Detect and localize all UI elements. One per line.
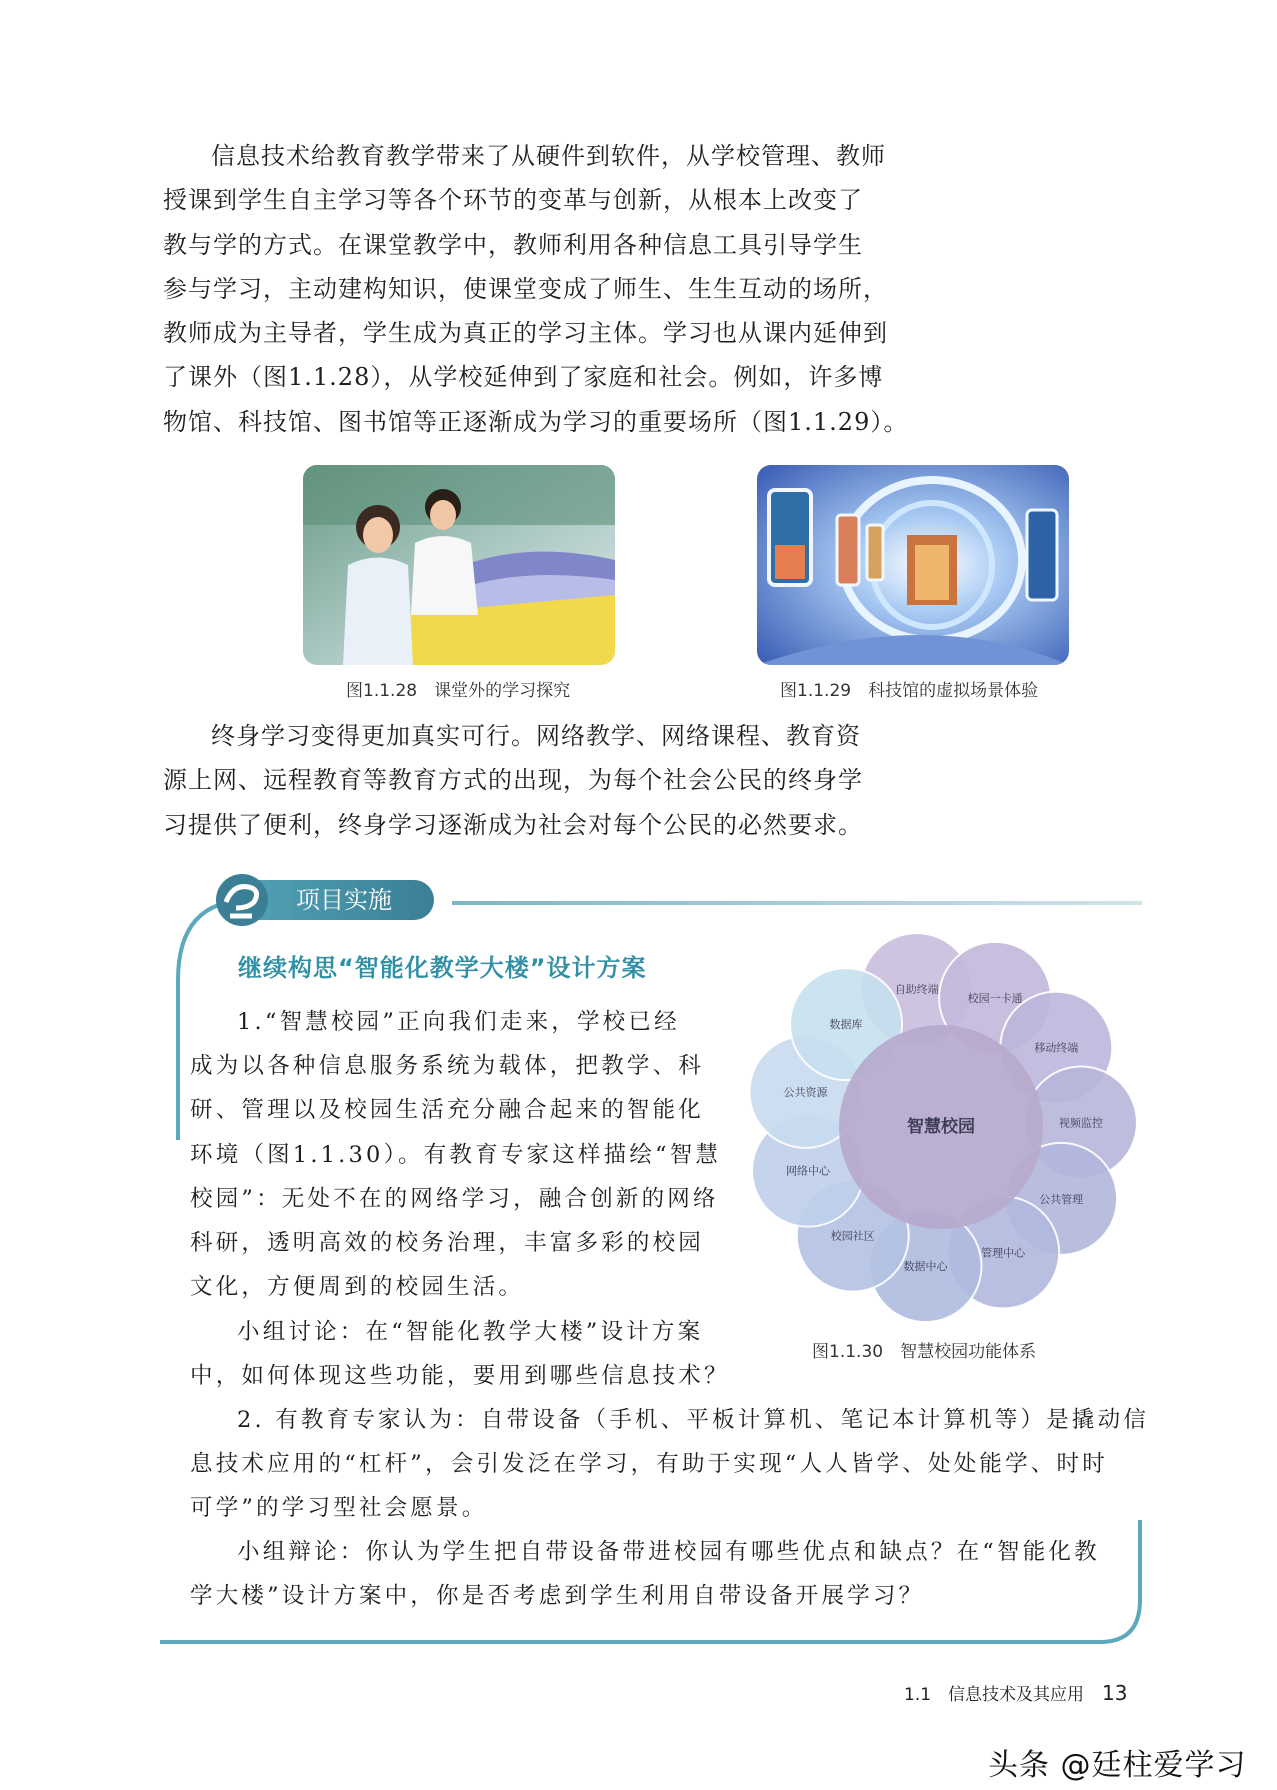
diagram-node-label: 网络中心 [785,1164,830,1178]
figure-caption: 图1.1.28 课堂外的学习探究 [346,681,571,701]
text-line: 终身学习变得更加真实可行。网络教学、网络课程、教育资 [211,722,861,750]
text-line: 校园”：无处不在的网络学习，融合创新的网络 [190,1185,719,1212]
section-label: 1.1 信息技术及其应用 [904,1685,1085,1705]
diagram-node-label: 自助终端 [894,983,939,997]
project-item-2 [190,1398,1149,1531]
text-line: 授课到学生自主学习等各个环节的变革与创新，从根本上改变了 [163,186,863,215]
text-line: 环境（图1.1.30）。有教育专家这样描绘“智慧 [190,1141,722,1168]
page-number: 13 [1102,1681,1128,1705]
text-line: 教与学的方式。在课堂教学中，教师利用各种信息工具引导学生 [163,230,863,259]
group-discussion [190,1310,730,1398]
text-line: 物馆、科技馆、图书馆等正逐渐成为学习的重要场所（图1.1.29）。 [163,407,909,436]
text-line: 可学”的学习型社会愿景。 [190,1495,488,1522]
group-debate [190,1530,1100,1618]
diagram-node-label: 校园一卡通 [967,991,1023,1005]
project-icon [212,872,272,928]
photo-outdoor-learning [303,465,615,665]
text-line: 习提供了便利，终身学习逐渐成为社会对每个公民的必然要求。 [163,810,863,839]
figure-caption: 图1.1.29 科技馆的虚拟场景体验 [780,681,1039,701]
text-line: 小组讨论：在“智能化教学大楼”设计方案 [237,1319,704,1345]
smart-campus-diagram [742,928,1140,1326]
text-line: 研、管理以及校园生活充分融合起来的智能化 [190,1097,705,1124]
diagram-node-label: 移动终端 [1034,1041,1079,1055]
text-line: 息技术应用的“杠杆”，会引发泛在学习，有助于实现“人人皆学、处处能学、时时 [190,1451,1108,1478]
text-line: 教师成为主导者，学生成为真正的学习主体。学习也从课内延伸到 [163,319,888,348]
diagram-node-label: 校园社区 [830,1229,875,1243]
text-line: 信息技术给教育教学带来了从硬件到软件，从学校管理、教师 [211,142,886,170]
diagram-node-label: 数据库 [829,1018,863,1032]
diagram-node-label: 公共资源 [783,1085,828,1099]
text-line: 2. 有教育专家认为：自带设备（手机、平板计算机、笔记本计算机等）是撬动信 [237,1407,1150,1433]
diagram-node-label: 视频监控 [1058,1116,1103,1130]
diagram-center-label: 智慧校园 [907,1117,975,1137]
text-line: 1.“智慧校园”正向我们走来，学校已经 [237,1009,680,1035]
text-line: 源上网、远程教育等教育方式的出现，为每个社会公民的终身学 [163,766,863,795]
text-line: 成为以各种信息服务系统为载体，把教学、科 [190,1053,705,1080]
text-line: 小组辩论：你认为学生把自带设备带进校园有哪些优点和缺点？在“智能化教 [237,1539,1100,1565]
project-item-1 [190,1000,721,1309]
text-line: 参与学习，主动建构知识，使课堂变成了师生、生生互动的场所， [163,274,888,303]
diagram-node-label: 数据中心 [903,1260,948,1274]
text-line: 中，如何体现这些功能，要用到哪些信息技术？ [190,1363,730,1390]
diagram-node-label: 公共管理 [1039,1192,1084,1206]
project-heading: 继续构思“智能化教学大楼”设计方案 [238,954,647,982]
watermark: 头条 @廷柱爱学习 [988,1748,1247,1783]
section-divider [452,901,1142,905]
text-line: 学大楼”设计方案中，你是否考虑到学生利用自带设备开展学习？ [190,1583,925,1610]
photo-science-museum [757,465,1069,665]
text-line: 文化，方便周到的校园生活。 [190,1274,525,1301]
text-line: 科研，透明高效的校务治理，丰富多彩的校园 [190,1230,705,1257]
intro-paragraph [163,134,909,444]
lifelong-learning-paragraph [163,714,898,847]
page-footer [904,1680,1128,1705]
figure-caption: 图1.1.30 智慧校园功能体系 [812,1342,1037,1362]
text-line: 了课外（图1.1.28），从学校延伸到了家庭和社会。例如，许多博 [163,363,884,392]
project-badge: 项目实施 [258,880,434,920]
diagram-node-label: 管理中心 [981,1246,1026,1260]
